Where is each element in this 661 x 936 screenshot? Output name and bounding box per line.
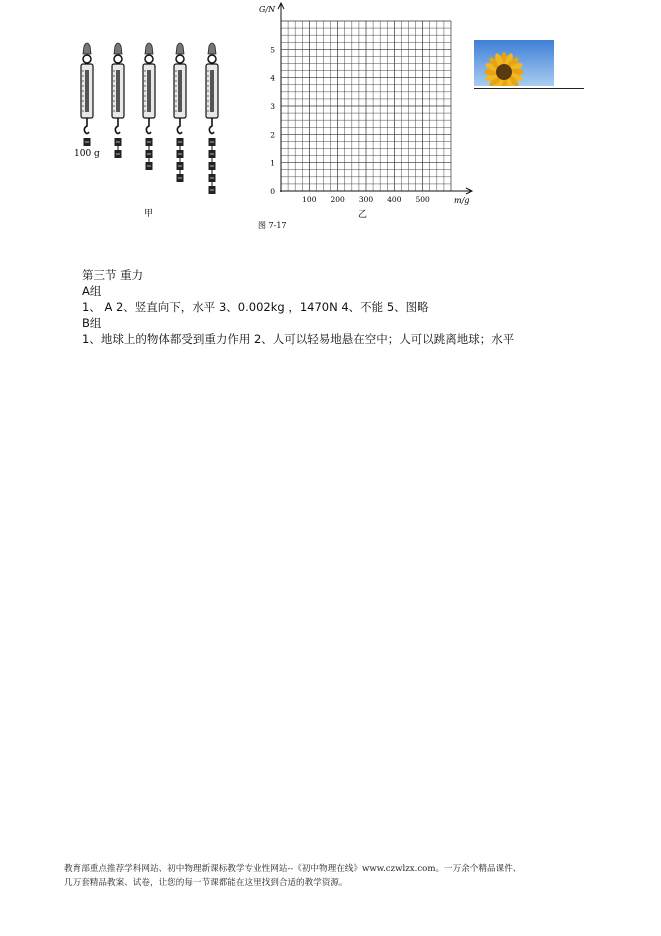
scale-hook [177,118,182,134]
spring-scale [206,43,218,194]
group-b-heading: B组 [82,316,102,330]
hanger-ring [176,55,184,63]
scale-slot [85,70,89,112]
scale-hook [209,118,214,134]
header-rule [474,88,584,89]
scale-hook [115,118,120,134]
spring-scales-figure [62,40,252,230]
spring-scale [81,43,93,146]
y-tick-label: 2 [270,130,275,140]
scale-slot [178,70,182,112]
footer-line-1: 教育部重点推荐学科网站、初中物理新课标教学专业性网站--《初中物理在线》www.czwlzx.com。一万余个精品课件、 [64,864,522,874]
answer-section [82,267,514,347]
spring-scales-group [81,43,218,194]
scale-slot [147,70,151,112]
hanger-ring [208,55,216,63]
footer [64,862,521,890]
sunflower-center [496,64,512,80]
spring-scale [174,43,186,182]
y-axis-label: G/N [259,5,276,14]
hanger-ring [145,55,153,63]
hanger-ring [114,55,122,63]
y-tick-label: 5 [270,45,275,55]
hanger-grip [145,43,153,54]
scale-slot [210,70,214,112]
sunflower-image [474,40,554,86]
x-tick-label: 500 [415,195,430,204]
group-a-heading: A组 [82,284,102,298]
scale-hook [146,118,151,134]
spring-scale [143,43,155,170]
x-tick-label: 300 [358,195,374,204]
group-a-answers: 1、 A 2、竖直向下，水平 3、0.002kg ，1470N 4、不能 5、图略 [82,300,429,314]
x-tick-label: 400 [387,195,402,204]
y-tick-label: 3 [270,102,275,111]
chart-grid [281,21,451,191]
figure-caption: 图 7-17 [258,221,287,230]
footer-line-2: 几万套精品教案、试卷，让您的每一节课都能在这里找到合适的教学资源。 [64,878,348,888]
weight-label: 100 g [74,149,100,159]
group-b-answers: 1、地球上的物体都受到重力作用 2、人可以轻易地悬在空中；人可以跳离地球；水平 [82,332,515,346]
scale-hook [84,118,89,134]
hanger-grip [83,43,91,54]
x-tick-label: 100 [302,195,317,204]
hanger-grip [176,43,184,54]
hanger-grip [208,43,216,54]
y-tick-label: 1 [270,158,275,168]
y-tick-label: 0 [270,187,275,196]
x-axis-label: m/g [454,196,470,205]
section-title: 第三节 重力 [82,268,144,282]
right-figure-label: 乙 [358,210,368,220]
hanger-ring [83,55,91,63]
spring-scale [112,43,124,158]
y-tick-label: 4 [270,73,275,83]
chart-axes [278,3,472,194]
weight-mass-chart [250,0,485,235]
left-figure-label: 甲 [144,209,154,219]
x-tick-label: 200 [330,195,345,204]
hanger-grip [114,43,122,54]
scale-slot [116,70,120,112]
chart-ticks [270,45,430,204]
